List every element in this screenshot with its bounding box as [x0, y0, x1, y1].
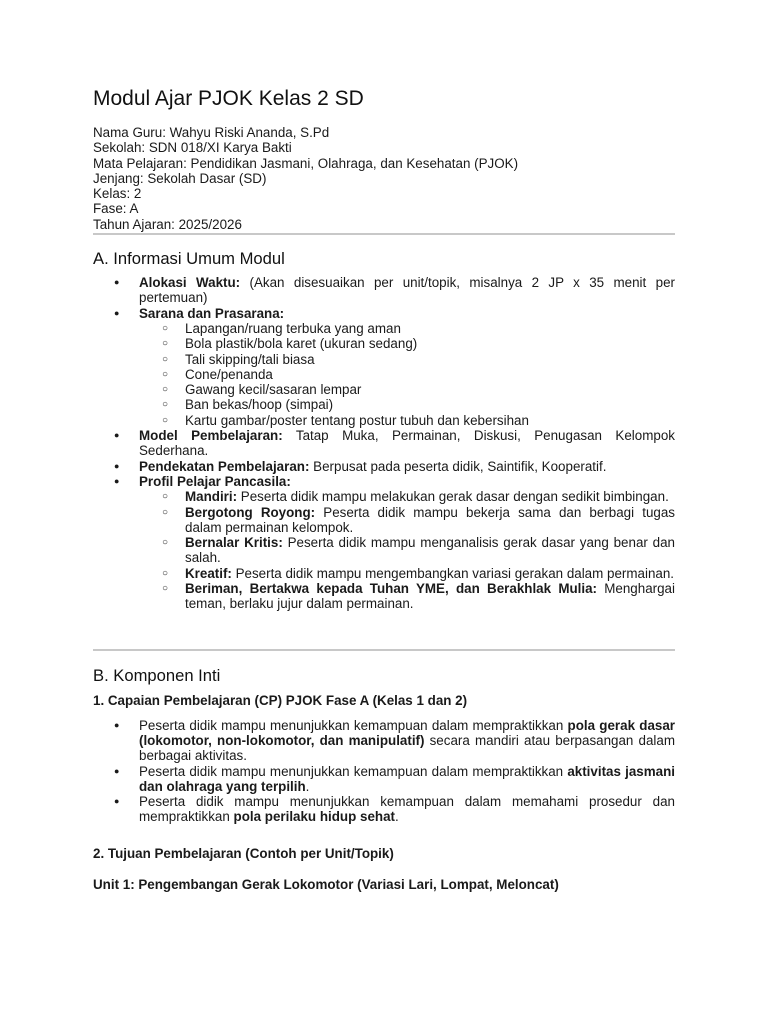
- list-item: ○ Cone/penanda: [185, 367, 675, 382]
- document-content: [93, 84, 675, 893]
- cp-heading: 1. Capaian Pembelajaran (CP) PJOK Fase A (Kelas 1 dan 2): [93, 692, 468, 708]
- list-item: ● Peserta didik mampu menunjukkan kemampuan dalam mempraktikkan pola gerak dasar (lokomotor, non-lokomotor, dan manipulatif) secara mandiri atau berpasangan dalam berbagai aktivitas.: [139, 718, 675, 764]
- facilities-list: [139, 321, 675, 428]
- meta-level: Jenjang: Sekolah Dasar (SD): [93, 170, 267, 186]
- list-item: ● Sarana dan Prasarana: ○ Lapangan/ruang terbuka yang aman ○ Bola plastik/bola karet (ukuran sedang) ○ Tali skipping/tali biasa ○ Cone/penanda ○ Gawang kecil/sasaran lempar ○ Ban bekas/hoop (simpai) ○ Kartu gambar/poster tentang postur tubuh dan kebersihan: [139, 306, 675, 428]
- list-item: ○ Kartu gambar/poster tentang postur tubuh dan kebersihan: [185, 413, 675, 428]
- section-a-heading: A. Informasi Umum Modul: [93, 249, 285, 269]
- list-item: ○ Beriman, Bertakwa kepada Tuhan YME, dan Berakhlak Mulia: Menghargai teman, berlaku jujur dalam permainan.: [185, 581, 675, 612]
- module-identity: [93, 125, 675, 232]
- pancasila-profile-list: [139, 489, 675, 611]
- list-item: ● Peserta didik mampu menunjukkan kemampuan dalam mempraktikkan aktivitas jasmani dan olahraga yang terpilih.: [139, 764, 675, 795]
- divider: [93, 649, 675, 651]
- list-item: ○ Kreatif: Peserta didik mampu mengembangkan variasi gerakan dalam permainan.: [185, 566, 675, 581]
- meta-school: Sekolah: SDN 018/XI Karya Bakti: [93, 140, 292, 156]
- meta-class: Kelas: 2: [93, 186, 142, 202]
- meta-teacher: Nama Guru: Wahyu Riski Ananda, S.Pd: [93, 125, 330, 140]
- list-item: ● Peserta didik mampu menunjukkan kemampuan dalam memahami prosedur dan mempraktikkan pola perilaku hidup sehat.: [139, 794, 675, 825]
- general-info-list: [93, 275, 675, 612]
- meta-phase: Fase: A: [93, 201, 139, 217]
- list-item: ○ Ban bekas/hoop (simpai): [185, 397, 675, 412]
- list-item: ○ Mandiri: Peserta didik mampu melakukan gerak dasar dengan sedikit bimbingan.: [185, 489, 675, 504]
- cp-list: [93, 718, 675, 825]
- list-item: ○ Gawang kecil/sasaran lempar: [185, 382, 675, 397]
- list-item: ○ Bola plastik/bola karet (ukuran sedang): [185, 336, 675, 351]
- list-item: ● Alokasi Waktu: (Akan disesuaikan per unit/topik, misalnya 2 JP x 35 menit per pertemuan): [139, 275, 675, 306]
- list-item: ○ Bernalar Kritis: Peserta didik mampu menganalisis gerak dasar yang benar dan salah.: [185, 535, 675, 566]
- meta-year: Tahun Ajaran: 2025/2026: [93, 216, 242, 232]
- list-item: ○ Bergotong Royong: Peserta didik mampu bekerja sama dan berbagi tugas dalam permainan kelompok.: [185, 505, 675, 536]
- list-item: ○ Tali skipping/tali biasa: [185, 352, 675, 367]
- section-b-heading: B. Komponen Inti: [93, 665, 221, 685]
- divider: [93, 233, 675, 235]
- unit-1-heading: Unit 1: Pengembangan Gerak Lokomotor (Variasi Lari, Lompat, Meloncat): [93, 876, 559, 892]
- list-item: ● Pendekatan Pembelajaran: Berpusat pada peserta didik, Saintifik, Kooperatif.: [139, 459, 675, 474]
- list-item: ● Model Pembelajaran: Tatap Muka, Permainan, Diskusi, Penugasan Kelompok Sederhana.: [139, 428, 675, 459]
- document-title: Modul Ajar PJOK Kelas 2 SD: [93, 87, 364, 110]
- list-item: ○ Lapangan/ruang terbuka yang aman: [185, 321, 675, 336]
- list-item: ● Profil Pelajar Pancasila: ○ Mandiri: Peserta didik mampu melakukan gerak dasar dengan sedikit bimbingan. ○ Bergotong Royong: Peserta didik mampu bekerja sama dan berbagi tugas dalam permainan kelompok. ○ Bernalar Kritis: Peserta didik mampu menganalisis gerak dasar yang benar dan salah. ○ Kreatif: Peserta didik mampu mengembangkan variasi gerakan dalam permainan. ○ Beriman, Bertakwa kepada Tuhan YME, dan Berakhlak Mulia: Menghargai teman, berlaku jujur dalam permainan.: [139, 474, 675, 612]
- meta-subject: Mata Pelajaran: Pendidikan Jasmani, Olahraga, dan Kesehatan (PJOK): [93, 155, 519, 171]
- tp-heading: 2. Tujuan Pembelajaran (Contoh per Unit/Topik): [93, 845, 394, 861]
